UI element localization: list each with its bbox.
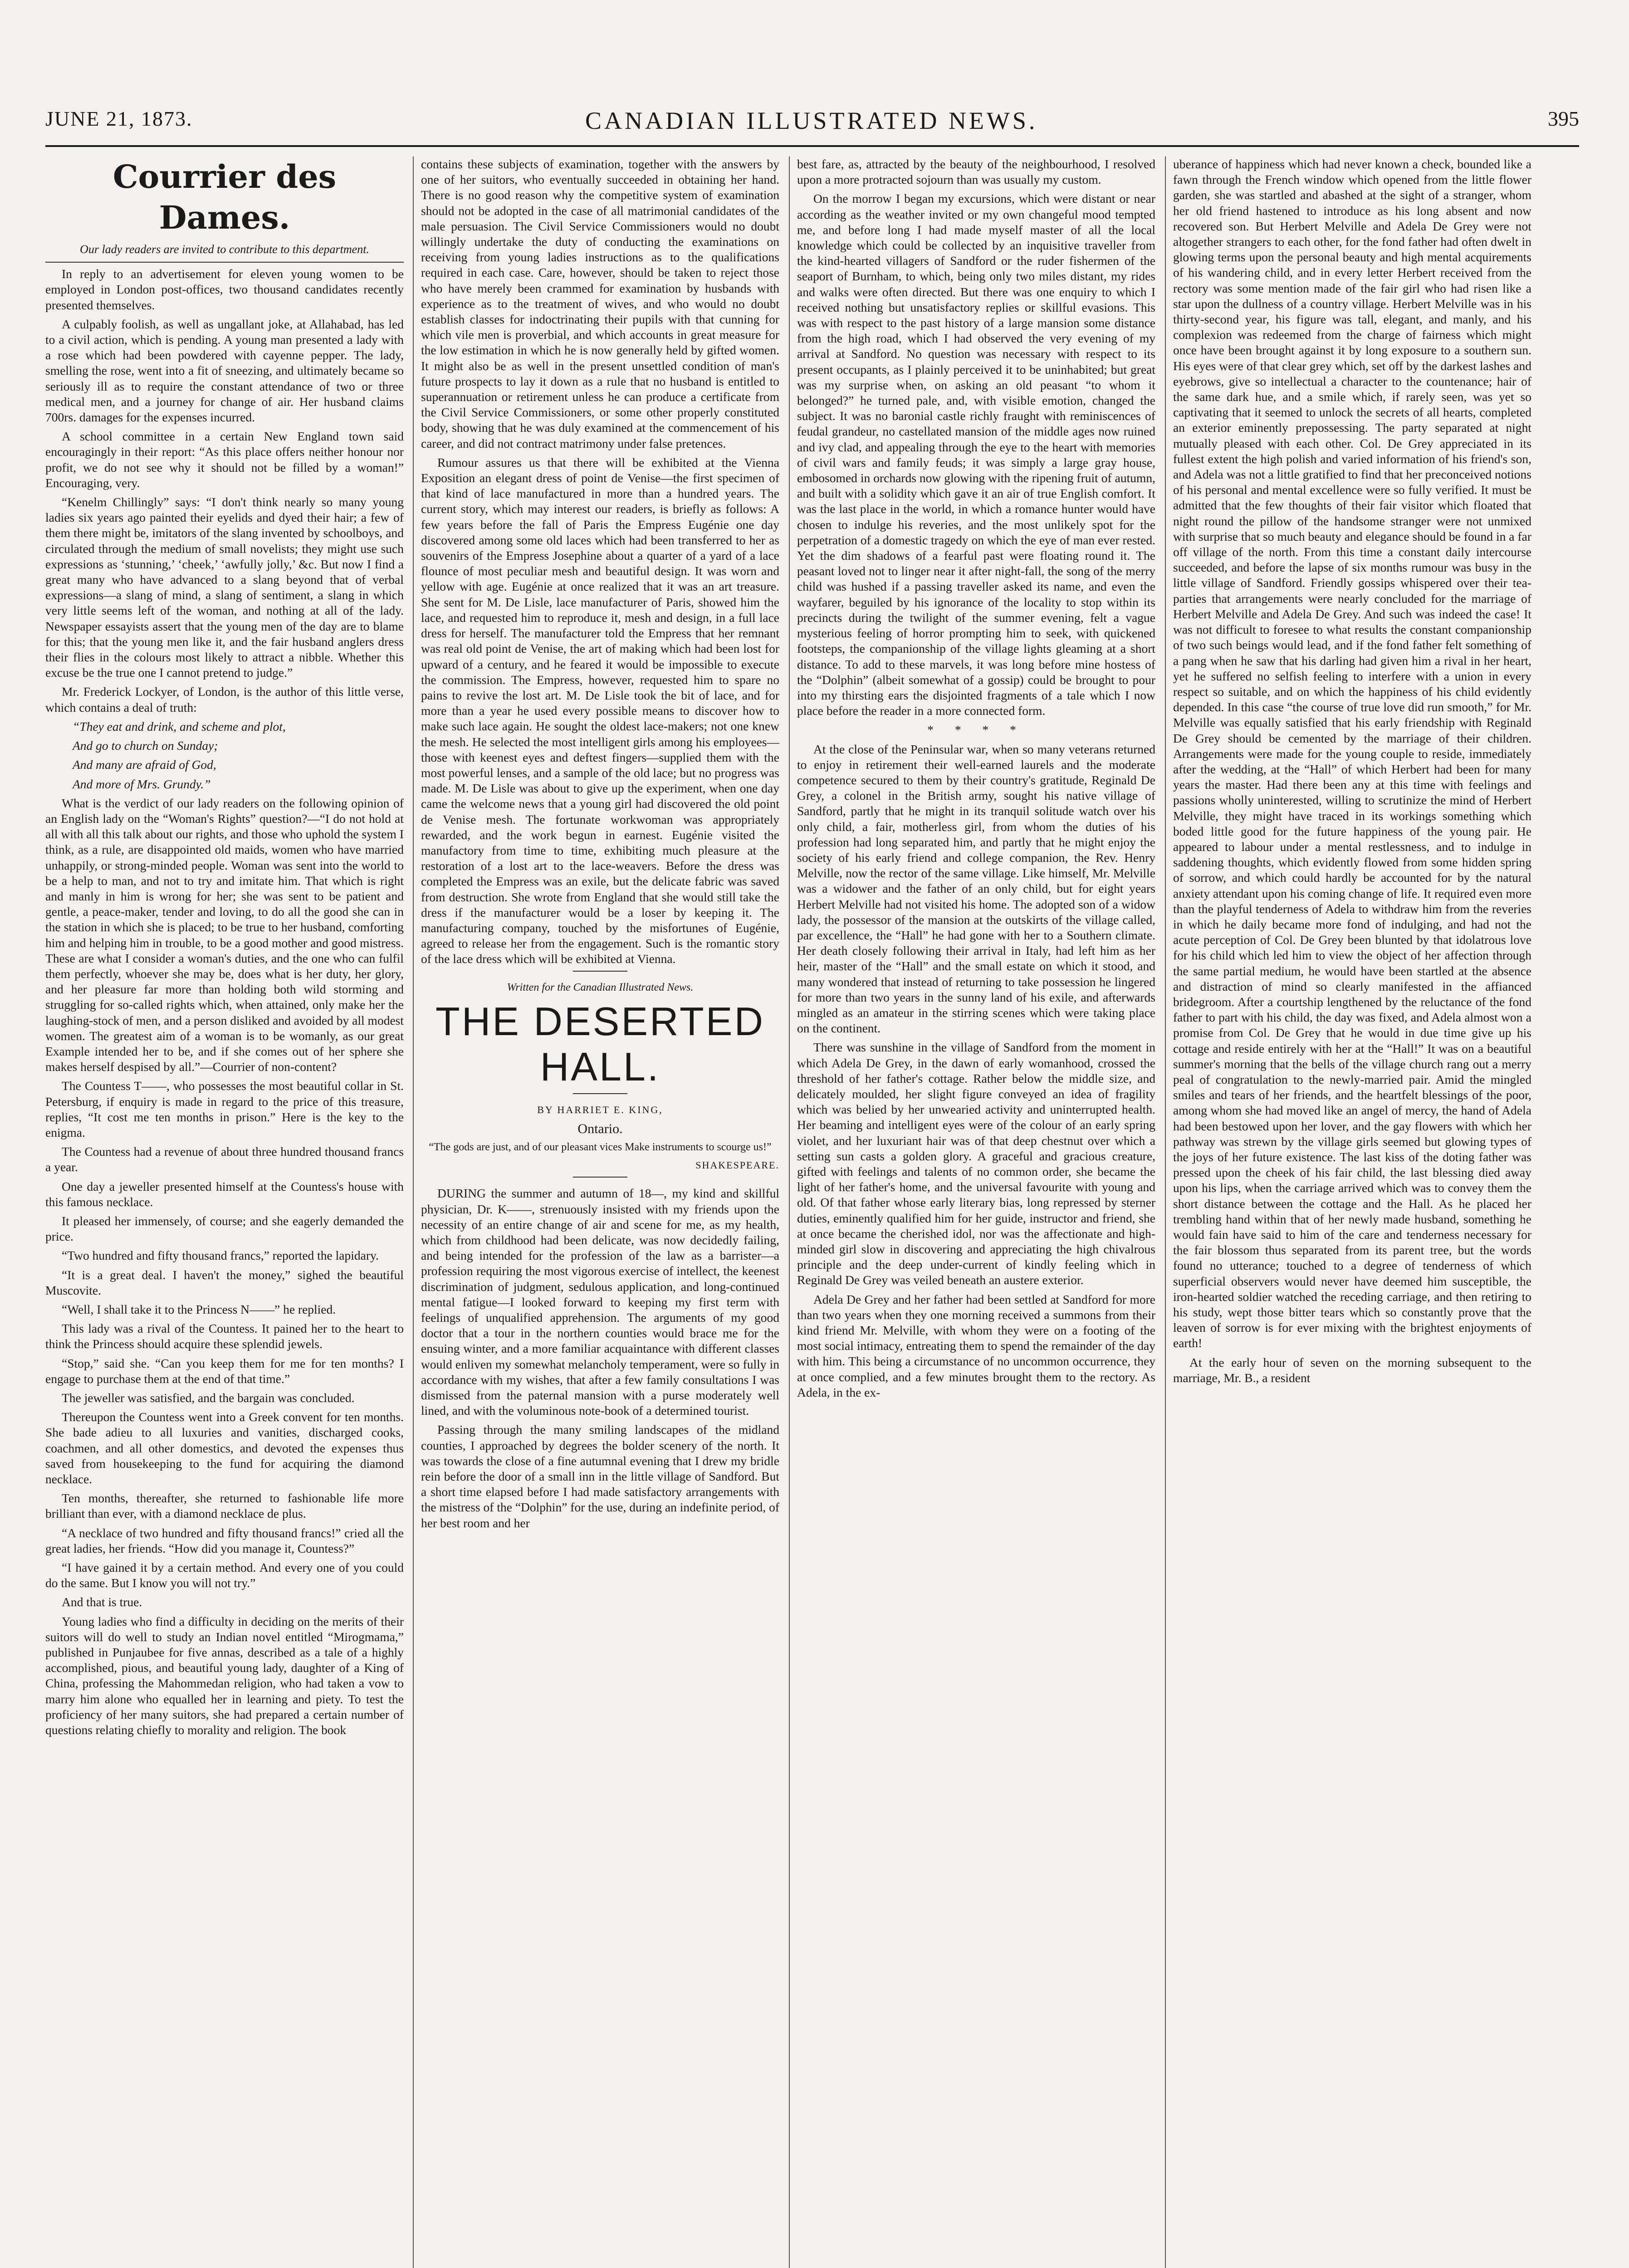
article-paragraph: “Well, I shall take it to the Princess N——” he replied. (62, 1302, 336, 1316)
issue-date: JUNE 21, 1873. (45, 107, 193, 130)
article-paragraph: “Stop,” said she. “Can you keep them for me for ten months? I engage to purchase them at the end of that time.” (45, 1356, 404, 1386)
story-place: Ontario. (577, 1121, 623, 1136)
story-paragraph: At the early hour of seven on the morning subsequent to the marriage, Mr. B., a resident (1173, 1355, 1531, 1385)
story-paragraph: At the close of the Peninsular war, when so many veterans returned to enjoy in retirement their well-earned laurels and the moderate competence secured to them by their country's gratitude, Reginald De Grey, a colonel in the British army, sought his native village of Sandford, partly that he might in its tranquil solitude watch over his only child, a fair, motherless girl, from whom the duties of his profession had long separated him, and partly that he might enjoy the society of his early friend and college companion, the Rev. Henry Melville, now the rector of the same village. Like himself, Mr. Melville was a widower and the father of an only child, but for eight years Herbert Melville had not visited his home. The adopted son of a widow lady, the possessor of the mansion at the outskirts of the village called, par excellence, the “Hall” he had gone with her to a Southern climate. Her death closely following their arrival in Italy, had left him as her heir, master of the “Hall” and the small estate on which it stood, and many wondered that instead of returning to take possession he lingered for more than two years in the sunny land of his exile, and afterwards mingled as an amateur in the stirring scenes which were taking place on the continent. (797, 742, 1155, 1036)
story-title: THE DESERTED HALL. (435, 998, 765, 1089)
article-paragraph: What is the verdict of our lady readers on the following opinion of an English lady on the “Woman's Rights” question?—“I do not hold at all with all this talk about our rights, and those who uphold the system I think, as a rule, are disappointed old maids, women who have married unhappily, or strong-minded people. Woman was sent into the world to be a help to man, and not to try and imitate him. That which is right and manly in him is wrong for her; she was sent to be patient and gentle, a peace-maker, tender and loving, to do all the good she can in the station in which she is placed; to be true to her husband, comforting him and helping him in trouble, to be a good mother and good mistress. These are what I consider a woman's duties, and the one who can fulfil them perfectly, whoever she may be, does what is her duty, her glory, and her pleasure far more than holding both wild storming and struggling for so-called rights which, when attained, only make her the laughing-stock of men, and a person disliked and avoided by all modest women. The greatest aim of a woman is to be womanly, as our great Example intended her to be, and if she comes out of her sphere she makes herself despised by all.”—Courrier of non-content? (45, 796, 404, 1074)
verse-line: And go to church on Sunday; (73, 738, 218, 753)
article-paragraph: And that is true. (62, 1595, 142, 1609)
article-paragraph: Young ladies who find a difficulty in deciding on the merits of their suitors will do well to study an Indian novel entitled “Mirogmama,” published in Punjaubee for five annas, described as a tale of a highly accomplished, pious, and beautiful young lady, daughter of a King of China, professing the Mahommedan religion, who had taken a vow to marry him alone who equalled her in learning and piety. To test the proficiency of her many suitors, she had prepared a certain number of questions relating chiefly to morality and religion. The book (45, 1614, 404, 1737)
article-paragraph: The Countess had a revenue of about three hundred thousand francs a year. (45, 1144, 404, 1174)
article-paragraph: One day a jeweller presented himself at the Countess's house with this famous necklace. (45, 1179, 404, 1209)
article-paragraph: Rumour assures us that there will be exhibited at the Vienna Exposition an elegant dress of point de Venise—the first specimen of that kind of lace manufactured in more than a hundred years. The current story, which may interest our readers, is briefly as follows: A few years before the fall of Paris the Empress Eugénie one day discovered among some old laces which had been transferred to her as souvenirs of the Empress Josephine about a quarter of a yard of a lace flounce of most peculiar mesh and beautiful design. It was worn and yellow with age. Eugénie at once realized that it was an art treasure. She sent for M. De Lisle, lace manufacturer of Paris, showed him the lace, and requested him to reproduce it, mesh and design, in a full lace dress for herself. The manufacturer told the Empress that her remnant was real old point de Venise, the art of making which had been lost for upward of a century, and he feared it would be impossible to execute the commission. The Empress, however, requested him to spare no pains to revive the lost art. M. De Lisle took the bit of lace, and for more than a year he used every possible means to discover how to make such lace again. He sought the oldest lace-makers; not one knew the mesh. He selected the most intelligent girls among his employees—those with keenest eyes and deftest fingers—supplied them with the most powerful lenses, and a sample of the old lace; but no progress was made. M. De Lisle was about to give up the experiment, when one day came the welcome news that a young girl had discovered the old point de Venise mesh. The fortunate workwoman was appropriately rewarded, and the work begun in earnest. Eugénie visited the manufactory from time to time, exhibiting much pleasure at the restoration of a lost art to the lace-weavers. Before the dress was completed the Empress was an exile, but the delicate fabric was saved from destruction. She wrote from England that she would still take the dress if the manufacturer would be a loser by keeping it. The manufacturing company, touched by the misfortunes of Eugénie, agreed to release her from the engagement. Such is the romantic story of the lace dress which will be exhibited at Vienna. (421, 455, 779, 966)
section-break: * * * * (927, 723, 1025, 737)
paper-name: CANADIAN ILLUSTRATED NEWS. (585, 107, 1038, 134)
article-paragraph: A school committee in a certain New England town said encouragingly in their report: “As this place offers neither honour nor profit, we do not see why it should not be filled by a woman!” Encouraging, very. (45, 429, 404, 490)
article-paragraph: The jeweller was satisfied, and the bargain was concluded. (62, 1391, 355, 1405)
article-paragraph: “I have gained it by a certain method. And every one of you could do the same. But I know you will not try.” (45, 1560, 404, 1590)
article-paragraph: It pleased her immensely, of course; and she eagerly demanded the price. (45, 1213, 404, 1244)
story-author: BY HARRIET E. KING, (537, 1104, 663, 1115)
story-paragraph: best fare, as, attracted by the beauty of the neighbourhood, I resolved upon a more protracted sojourn than was usually my custom. (797, 157, 1155, 187)
article-paragraph: Mr. Frederick Lockyer, of London, is the author of this little verse, which contains a deal of truth: (45, 684, 404, 714)
article-paragraph: The Countess T——, who possesses the most beautiful collar in St. Petersburg, if enquiry is made in regard to the price of this treasure, replies, “It cost me ten months in prison.” Here is the key to the enigma. (45, 1079, 404, 1139)
column-divider (413, 156, 414, 2268)
verse-line: And many are afraid of God, (73, 758, 216, 772)
article-paragraph: Thereupon the Countess went into a Greek convent for ten months. She bade adieu to all luxuries and vanities, discharged cooks, coachmen, and all other domestics, and devoted the expenses thus saved from housekeeping to the fund for acquiring the diamond necklace. (45, 1410, 404, 1486)
title-rule (573, 1093, 627, 1094)
masthead (45, 107, 1579, 143)
column-4 (1173, 156, 1531, 2268)
article-paragraph: “Two hundred and fifty thousand francs,” reported the lapidary. (62, 1248, 379, 1263)
verse-line: “They eat and drink, and scheme and plot, (73, 719, 286, 733)
story-paragraph: On the morrow I began my excursions, which were distant or near according as the weather invited or my own changeful mood tempted me, and before long I had made myself master of all the local knowledge which could be collected by an inquisitive traveller from the kind-hearted villagers of Sandford or the ruder fishermen of the seaport of Burnham, to which, being only two miles distant, my rides and walks were often directed. But there was one enquiry to which I received nothing but unsatisfactory replies or skillful evasions. This was with respect to the past history of a large mansion some distance from the high road, which I had observed the very evening of my arrival at Sandford. No question was necessary with respect to its present occupants, as I plainly perceived it to be uninhabited; but great was my surprise when, on asking an old peasant “to whom it belonged?” he turned pale, and, with visible emotion, changed the subject. It was no baronial castle richly fraught with reminiscences of feudal grandeur, no castellated mansion of the middle ages now ruined and ivy clad, and appealing through the eye to the heart with memories of civil wars and family feuds; it was simply a large gray house, embosomed in orchards now glowing with the ripening fruit of autumn, and built with a solidity which gave it an air of true English comfort. It was the last place in the world, in which a romance hunter would have chosen to indulge his reveries, and the most unlikely spot for the perpetration of a domestic tragedy on which the eye of man ever rested. Yet the dim shadows of a fearful past were floating round it. The peasant loved not to linger near it after night-fall, the song of the merry child was hushed if a passing traveller asked its name, and even the wayfarer, beguiled by his ignorance of the locality to stop within its precincts during the twilight of the summer evening, felt a vague mysterious feeling of horror prompting him to seek, with quickened footsteps, the companionship of the village lights gleaming at a short distance. To add to these marvels, it was long before mine hostess of the “Dolphin” (albeit somewhat of a gossip) could be brought to pour into my thirsting ears the disjointed fragments of a tale which I now place before the reader in a more connected form. (797, 191, 1155, 718)
column-1 (45, 156, 404, 2268)
verse-line: And more of Mrs. Grundy.” (73, 777, 211, 791)
epigraph-attribution: SHAKESPEARE. (695, 1159, 779, 1171)
article-paragraph: A culpably foolish, as well as ungallant joke, at Allahabad, has led to a civil action, which is pending. A young man presented a lady with a rose which had been powdered with cayenne pepper. The lady, smelling the rose, went into a fit of sneezing, and ultimately became so seriously ill as to require the constant attendance of two or three medical men, and a journey for change of air. Her husband claims 700rs. damages for the expenses incurred. (45, 317, 404, 425)
page-number: 395 (1548, 107, 1579, 130)
story-paragraph: uberance of happiness which had never known a check, bounded like a fawn through the French window which opened from the little flower garden, she was startled and abashed at the sight of a stranger, whom her old friend hastened to introduce as his long absent and now recovered son. But Herbert Melville and Adela De Grey were not altogether strangers to each other, for the fond father had often dwelt in glowing terms upon the personal beauty and high mental acquirements of his wandering child, and in every letter Herbert received from the rectory was some mention made of the fair girl who had risen like a star upon the dullness of a country village. Herbert Melville was in his thirty-second year, his figure was tall, elegant, and manly, and his complexion was redeemed from the charge of fairness which might once have been brought against it by long exposure to a southern sun. His eyes were of that clear grey which, set off by the darkest lashes and eyebrows, give so intellectual a character to the countenance; hair of the same dark hue, and a smile which, if rarely seen, was yet so captivating that it seemed to unlock the secrets of all hearts, completed an exterior eminently prepossessing. The party separated at night mutually pleased with each other. Col. De Grey appreciated in its fullest extent the high polish and varied information of his friend's son, and Adela was not a little gratified to find that her preconceived notions of his personal and mental excellence were so fully verified. It must be admitted that the few thoughts of their fair visitor which floated that night round the pillow of the handsome stranger were not unmixed with surprise that so much beauty and elegance should be found in a far off village of the north. From this time a constant daily intercourse succeeded, and before the lapse of six months rumour was busy in the little village of Sandford. Friendly gossips whispered over their tea-parties that arrangements were nearly concluded for the marriage of Herbert Melville and Adela De Grey. And such was indeed the case! It was not difficult to foresee to what results the constant companionship of two such beings would lead, and if the fond father felt something of a pang when he saw that his darling had given him a rival in her heart, yet he suffered no selfish feeling to interfere with a union in every respect so suitable, and on which the happiness of his child evidently depended. In this case “the course of true love did run smooth,” for Mr. Melville was equally satisfied that his early friendship with Reginald De Grey should be cemented by the marriage of their children. Arrangements were made for the young couple to reside, immediately after the wedding, at the “Hall” of which Herbert had been for many years the master. Had there been any at this time with feelings and passions wholly uninterested, willing to scrutinize the mind of Herbert Melville, they might have traced in its workings something which boded little good for the future happiness of the young pair. He appeared to labour under a mental restlessness, and to indulge in saddening thoughts, which evidently flowed from some hidden spring of sorrow, and which could hardly be accounted for by the natural anxiety attendant upon his coming change of life. It required even more than the playful tenderness of Adela to withdraw him from the reveries in which he daily became more fond of indulging, and had not the acute perception of Col. De Grey been blunted by that idolatrous love for his child which led him to view the object of her affection through the same partial medium, he would have been startled at the absence and distraction of mind so clearly manifested in the affianced bridegroom. After a courtship lengthened by the reluctance of the fond father to part with his child, the day was fixed, and Adela almost won a promise from Col. De Grey that he would in due time give up his cottage and reside entirely with her at the “Hall!” It was on a beautiful summer's morning that the bells of the village church rang out a merry peal of congratulation to the newly-married pair. Amid the mingled smiles and tears of her friends, and the heartfelt blessings of the poor, among whom she had moved like an angel of mercy, the hand of Adela had been bestowed upon her lover, and the gay flowers with which her pathway was strewn by the village girls seemed but glowing types of the joys of her future existence. The last kiss of the doting father was pressed upon the cheek of his fair child, the last blessing died away upon his lips, when the carriage arrived which was to convey them the short distance between the cottage and the Hall. As he placed her trembling hand within that of her newly made husband, something he would fain have said to him of the care and tenderness necessary for the fair blossom thus separated from its parent tree, but the words found no utterance; touched to a degree of tenderness of which superficial observers would never have deemed him susceptible, the iron-hearted soldier watched the receding carriage, and then retiring to his study, wept those bitter tears which so constantly prove that the leaven of sorrow is for ever mixing with the brightest enjoyments of earth! (1173, 157, 1531, 1350)
column-divider (1165, 156, 1166, 2268)
column-2 (421, 156, 779, 2268)
article-paragraph: “It is a great deal. I haven't the money,” sighed the beautiful Muscovite. (45, 1267, 404, 1297)
courrier-heading: Courrier des Dames. (113, 158, 337, 236)
story-paragraph: Passing through the many smiling landscapes of the midland counties, I approached by degrees the bolder scenery of the north. It was towards the close of a fine autumnal evening that I drew my bridle rein before the door of a small inn in the little village of Sandford. But a short time elapsed before I had made satisfactory arrangements with the mistress of the “Dolphin” for the use, during an indefinite period, of her best room and her (421, 1422, 779, 1530)
column-divider (789, 156, 790, 2268)
story-paragraph: There was sunshine in the village of Sandford from the moment in which Adela De Grey, in the dawn of early womanhood, crossed the threshold of her father's cottage. Rather below the middle size, and delicately moulded, her slight figure conveyed an idea of fragility which was belied by her unwearied activity and uninterrupted health. Her beaming and intelligent eyes were of the colour of an early spring violet, and her luxuriant hair was of that deep chestnut over which a setting sun casts a golden glory. A graceful and gracious creature, gifted with feelings and talents of no common order, she became the light of her father's home, and the universal favourite with young and old. Of that father whose early literary bias, long repressed by sterner duties, eminently qualified him for her guide, instructor and friend, she at once became the cherished idol, nor was the affectionate and high-minded girl slow in discovering and appreciating the high chivalrous principle and the deep under-current of kindly feeling which in Reginald De Grey was veiled beneath an austere exterior. (797, 1040, 1155, 1287)
story-note: Written for the Canadian Illustrated News. (507, 981, 694, 993)
column-3 (797, 156, 1155, 2268)
section-rule (573, 1177, 627, 1178)
article-paragraph: contains these subjects of examination, together with the answers by one of her suitors, who eventually succeeded in obtaining her hand. There is no good reason why the competitive system of examination should not be adopted in the case of all matrimonial candidates of the male persuasion. The Civil Service Commissioners would no doubt willingly undertake the duty of conducting the examinations on receiving from young ladies instructions as to the qualifications required in each case. Care, however, should be taken to reject those who have merely been crammed for examination by husbands with experience as to the treatment of wives, and who would no doubt establish classes for indoctrinating their pupils with that cunning for which vile men is proverbial, and which accounts in great measure for the low estimation in which he is now generally held by gifted women. It might also be as well in the present unsettled condition of man's future prospects to lay it down as a rule that no husband is entitled to superannuation or retirement unless he can produce a certificate from the Civil Service Commissioners, or some other properly constituted body, showing that he was duly examined at the commencement of his career, and did not contract matrimony under false pretences. (421, 157, 779, 450)
courrier-subheading: Our lady readers are invited to contribute to this department. (45, 242, 404, 263)
story-paragraph: DURING the summer and autumn of 18—, my kind and skillful physician, Dr. K——, strenuously insisted with my friends upon the necessity of an entire change of air and scene for me, as my health, which from childhood had been delicate, was now decidedly failing, and being intended for the profession of the law as a barrister—a profession requiring the most vigorous exercise of intellect, the keenest discrimination of judgment, sedulous application, and long-continued mental fatigue—I looked forward to keeping my first term with feelings of unqualified apprehension. The arguments of my good doctor that a tour in the northern counties would brace me for the ensuing winter, and a more familiar acquaintance with different classes would enliven my somewhat melancholy temperament, were so fully in accordance with my wishes, that after a few family consultations I was dismissed from the paternal mansion with a purse moderately well lined, and with the voluminous note-book of a determined tourist. (421, 1186, 779, 1418)
article-paragraph: In reply to an advertisement for eleven young women to be employed in London post-offices, two thousand candidates recently presented themselves. (45, 267, 404, 312)
story-epigraph: “The gods are just, and of our pleasant vices Make instruments to scourge us!” (429, 1141, 772, 1154)
article-paragraph: “Kenelm Chillingly” says: “I don't think nearly so many young ladies six years ago painted their eyelids and dyed their hair; a few of them there might be, imitators of the slang invented by schoolboys, and circulated through the medium of small novelists; they might use such expressions as ‘stunning,’ ‘cheek,’ ‘awfully jolly,’ &c. But now I find a great many who have advanced to a slang beyond that of verbal expressions—a slang of mind, a slang of sentiment, a slang in which very little seems left of the woman, and nothing at all of the lady. Newspaper essayists assert that the young men of the day are to blame for this; that the young men like it, and the fair husband anglers dress their flies in the colours most likely to attract a nibble. Whether this excuse be the true one I cannot pretend to judge.” (45, 495, 404, 680)
article-paragraph: “A necklace of two hundred and fifty thousand francs!” cried all the great ladies, her friends. “How did you manage it, Countess?” (45, 1525, 404, 1555)
story-paragraph: Adela De Grey and her father had been settled at Sandford for more than two years when they one morning received a summons from their kind friend Mr. Melville, with whom they were on a footing of the most social intimacy, entreating them to spend the remainder of the day with him. This being a circumstance of no uncommon occurrence, they at once complied, and a few minutes brought them to the rectory. As Adela, in the ex- (797, 1292, 1155, 1399)
masthead-rule (45, 145, 1579, 147)
article-paragraph: Ten months, thereafter, she returned to fashionable life more brilliant than ever, with a diamond necklace de plus. (45, 1491, 404, 1521)
section-rule (573, 971, 627, 972)
article-paragraph: This lady was a rival of the Countess. It pained her to the heart to think the Princess should acquire these splendid jewels. (45, 1321, 404, 1351)
